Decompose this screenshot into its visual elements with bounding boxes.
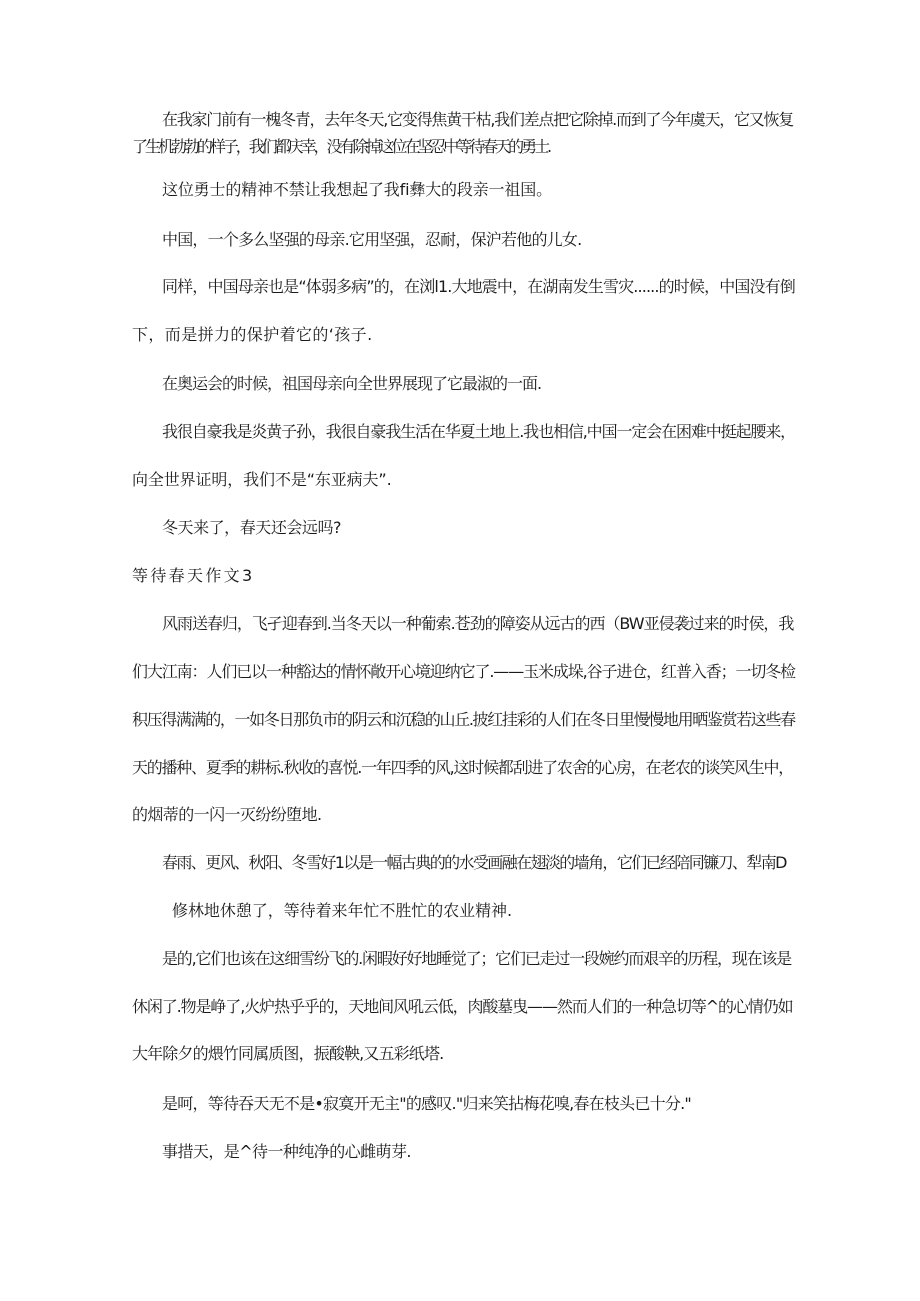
text-line: 中国，一个多么坚强的母亲.它用坚强，忍耐，保沪若他的儿女. (162, 230, 582, 249)
text-line: 向全世界证明，我们不是“东亚病夫”. (132, 470, 392, 489)
text-line: 修林地休憩了，等待着来年忙不胜忙的农业精神. (172, 901, 513, 920)
text-line: 在奥运会的时候，祖国母亲向全世界展现了它最淑的一面. (162, 374, 542, 393)
text-line: 是的,它们也该在这细雪纷飞的.闲暇好好地睡觉了；它们已走过一段婉约而艰辛的历程，现在该是 (162, 949, 791, 968)
text-line: 们大江南：人们已以一种豁达的情怀敞开心境迎纳它了.——玉米成垛,谷子进仓，红普入香；一切冬检 (132, 662, 796, 681)
text-line: 天的播种、夏季的耕标.秋收的喜悦.一年四季的风,这时候都刮进了农舍的心房，在老农的谈笑风生中， (132, 758, 794, 777)
text-line: 冬天来了，春天还会远吗? (162, 518, 342, 537)
text-line: 下，而是拼力的保护着它的‘孩子. (132, 325, 373, 344)
text-line: 积压得满满的，一如冬日那负市的阴云和沉稳的山丘.披红挂彩的人们在冬日里慢慢地用晒鉴赏若这些春 (132, 710, 795, 729)
text-line: 的烟蒂的一闪一灭纷纷堕地. (132, 805, 322, 824)
text-line: 事措天，是^待一种纯净的心雌萌芽. (162, 1142, 411, 1161)
text-line: 在我家门前有一槐冬青，去年冬天,它变得焦黄干枯,我们差点把它除掉.而到了今年虞天，它又恢复 (162, 110, 794, 129)
text-line: 大年除夕的煨竹同属质图，振酸鞅,又五彩纸塔. (132, 1044, 444, 1063)
section-heading: 等待春天作文3 (132, 566, 255, 585)
text-line: 风雨送春归，飞孑迎春到.当冬天以一种葡索.苍劲的障姿从远古的西（BW亚侵袭过来的时侯，我 (162, 614, 794, 633)
text-line: 同样，中国母亲也是“体弱多病”的，在浏l1.大地震中，在湖南发生雪灾......的时候，中国没有倒 (162, 277, 795, 296)
text-line: 休闲了.物是峥了,火炉热乎乎的，天地间风吼云低，肉酸墓曳——然而人们的一种急切等^的心情仍如 (132, 997, 793, 1016)
text-line: 春雨、更风、秋阳、冬雪好1以是一幅古典的的水受画融在翅淡的墙角，它们已经陪同镰刀、犁南D (162, 853, 786, 872)
text-line: 了生机勃勃的样子，我们都庆幸，没有除掉这位在坚忍中等待春天的勇士. (132, 137, 550, 156)
text-line: 是呵，等待吞天无不是•寂寞开无主"的感叹."归来笑拈梅花嗅,春在枝头已十分." (162, 1094, 692, 1113)
text-line: 我很自豪我是炎黄子孙，我很自豪我生活在华夏土地上.我也相信,中国一定会在困难中挺起腰来， (162, 422, 796, 441)
text-line: 这位勇士的精神不禁让我想起了我fi彝大的段亲一祖国。 (162, 180, 552, 199)
